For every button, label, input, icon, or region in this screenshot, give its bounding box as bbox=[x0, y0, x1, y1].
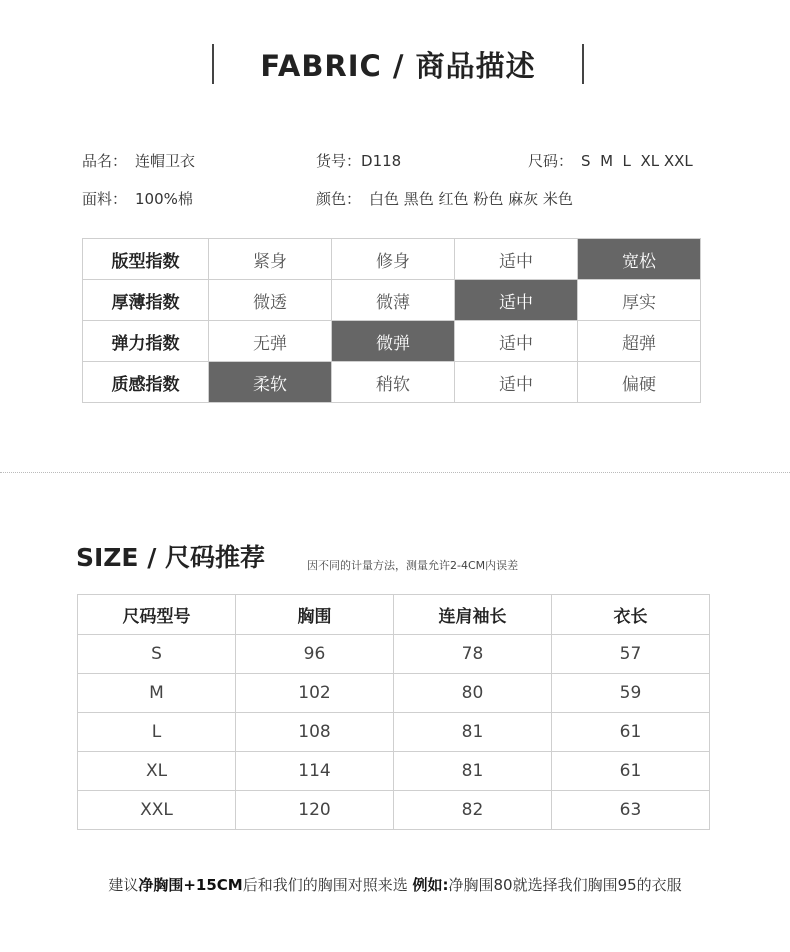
index-option-selected: 柔软 bbox=[209, 362, 332, 403]
size-cell: XL bbox=[78, 752, 236, 791]
size-cell: 59 bbox=[552, 674, 710, 713]
size-cell: 61 bbox=[552, 752, 710, 791]
size-row bbox=[78, 791, 710, 830]
index-option-selected: 宽松 bbox=[578, 239, 701, 280]
size-header-size: 尺码型号 bbox=[78, 595, 236, 635]
product-code-label: 货号： bbox=[316, 152, 362, 170]
product-code-field bbox=[316, 150, 401, 171]
product-name-value: 连帽卫衣 bbox=[135, 152, 196, 170]
index-option: 微透 bbox=[209, 280, 332, 321]
index-option: 偏硬 bbox=[578, 362, 701, 403]
size-cell: M bbox=[78, 674, 236, 713]
size-cell: 108 bbox=[236, 713, 394, 752]
advice-part-2: 净胸围+15CM bbox=[138, 876, 243, 894]
product-sizes-label: 尺码： bbox=[528, 152, 574, 170]
index-row-label: 质感指数 bbox=[83, 362, 209, 403]
size-cell: 81 bbox=[394, 713, 552, 752]
size-cell: 57 bbox=[552, 635, 710, 674]
size-advice bbox=[0, 874, 790, 895]
size-title: SIZE / 尺码推荐 bbox=[76, 543, 266, 572]
product-code-value: D118 bbox=[361, 152, 402, 170]
size-header-chest: 胸围 bbox=[236, 595, 394, 635]
size-cell: 120 bbox=[236, 791, 394, 830]
advice-part-1: 建议 bbox=[108, 876, 139, 894]
index-option: 厚实 bbox=[578, 280, 701, 321]
size-cell: 114 bbox=[236, 752, 394, 791]
index-row-label: 弹力指数 bbox=[83, 321, 209, 362]
index-row bbox=[83, 321, 701, 362]
fabric-index-table bbox=[82, 238, 701, 403]
advice-part-5: 净胸围80就选择我们胸围95的衣服 bbox=[448, 876, 682, 894]
index-row-label: 厚薄指数 bbox=[83, 280, 209, 321]
material-field bbox=[82, 188, 193, 209]
size-cell: 102 bbox=[236, 674, 394, 713]
index-row bbox=[83, 280, 701, 321]
product-name-field bbox=[82, 150, 195, 171]
section-divider bbox=[0, 472, 790, 473]
size-cell: 63 bbox=[552, 791, 710, 830]
index-row bbox=[83, 239, 701, 280]
index-option: 超弹 bbox=[578, 321, 701, 362]
material-label: 面料： bbox=[82, 190, 128, 208]
size-cell: L bbox=[78, 713, 236, 752]
index-option: 紧身 bbox=[209, 239, 332, 280]
index-option: 修身 bbox=[332, 239, 455, 280]
size-table bbox=[77, 594, 710, 830]
index-option: 适中 bbox=[455, 362, 578, 403]
size-note: 因不同的计量方法，测量允许2-4CM内误差 bbox=[307, 559, 519, 572]
size-cell: 61 bbox=[552, 713, 710, 752]
size-row bbox=[78, 752, 710, 791]
color-field bbox=[316, 188, 573, 209]
size-header-sleeve: 连肩袖长 bbox=[394, 595, 552, 635]
fabric-title: FABRIC / 商品描述 bbox=[212, 44, 584, 84]
index-row-label: 版型指数 bbox=[83, 239, 209, 280]
size-cell: 82 bbox=[394, 791, 552, 830]
index-row bbox=[83, 362, 701, 403]
size-row bbox=[78, 674, 710, 713]
advice-part-3: 后和我们的胸围对照来选 bbox=[242, 876, 413, 894]
product-sizes-value: S M L XL XXL bbox=[581, 152, 693, 170]
index-option: 微薄 bbox=[332, 280, 455, 321]
size-cell: S bbox=[78, 635, 236, 674]
advice-part-4: 例如: bbox=[412, 876, 449, 894]
index-option: 适中 bbox=[455, 321, 578, 362]
size-cell: 80 bbox=[394, 674, 552, 713]
size-header-length: 衣长 bbox=[552, 595, 710, 635]
size-cell: XXL bbox=[78, 791, 236, 830]
color-label: 颜色： bbox=[316, 190, 362, 208]
index-option: 无弹 bbox=[209, 321, 332, 362]
size-cell: 81 bbox=[394, 752, 552, 791]
index-option-selected: 适中 bbox=[455, 280, 578, 321]
index-option: 适中 bbox=[455, 239, 578, 280]
product-sizes-field bbox=[528, 150, 693, 171]
index-option-selected: 微弹 bbox=[332, 321, 455, 362]
color-value: 白色 黑色 红色 粉色 麻灰 米色 bbox=[369, 190, 573, 208]
size-row bbox=[78, 713, 710, 752]
size-cell: 78 bbox=[394, 635, 552, 674]
material-value: 100%棉 bbox=[135, 190, 193, 208]
product-name-label: 品名： bbox=[82, 152, 128, 170]
index-option: 稍软 bbox=[332, 362, 455, 403]
size-cell: 96 bbox=[236, 635, 394, 674]
size-row bbox=[78, 635, 710, 674]
